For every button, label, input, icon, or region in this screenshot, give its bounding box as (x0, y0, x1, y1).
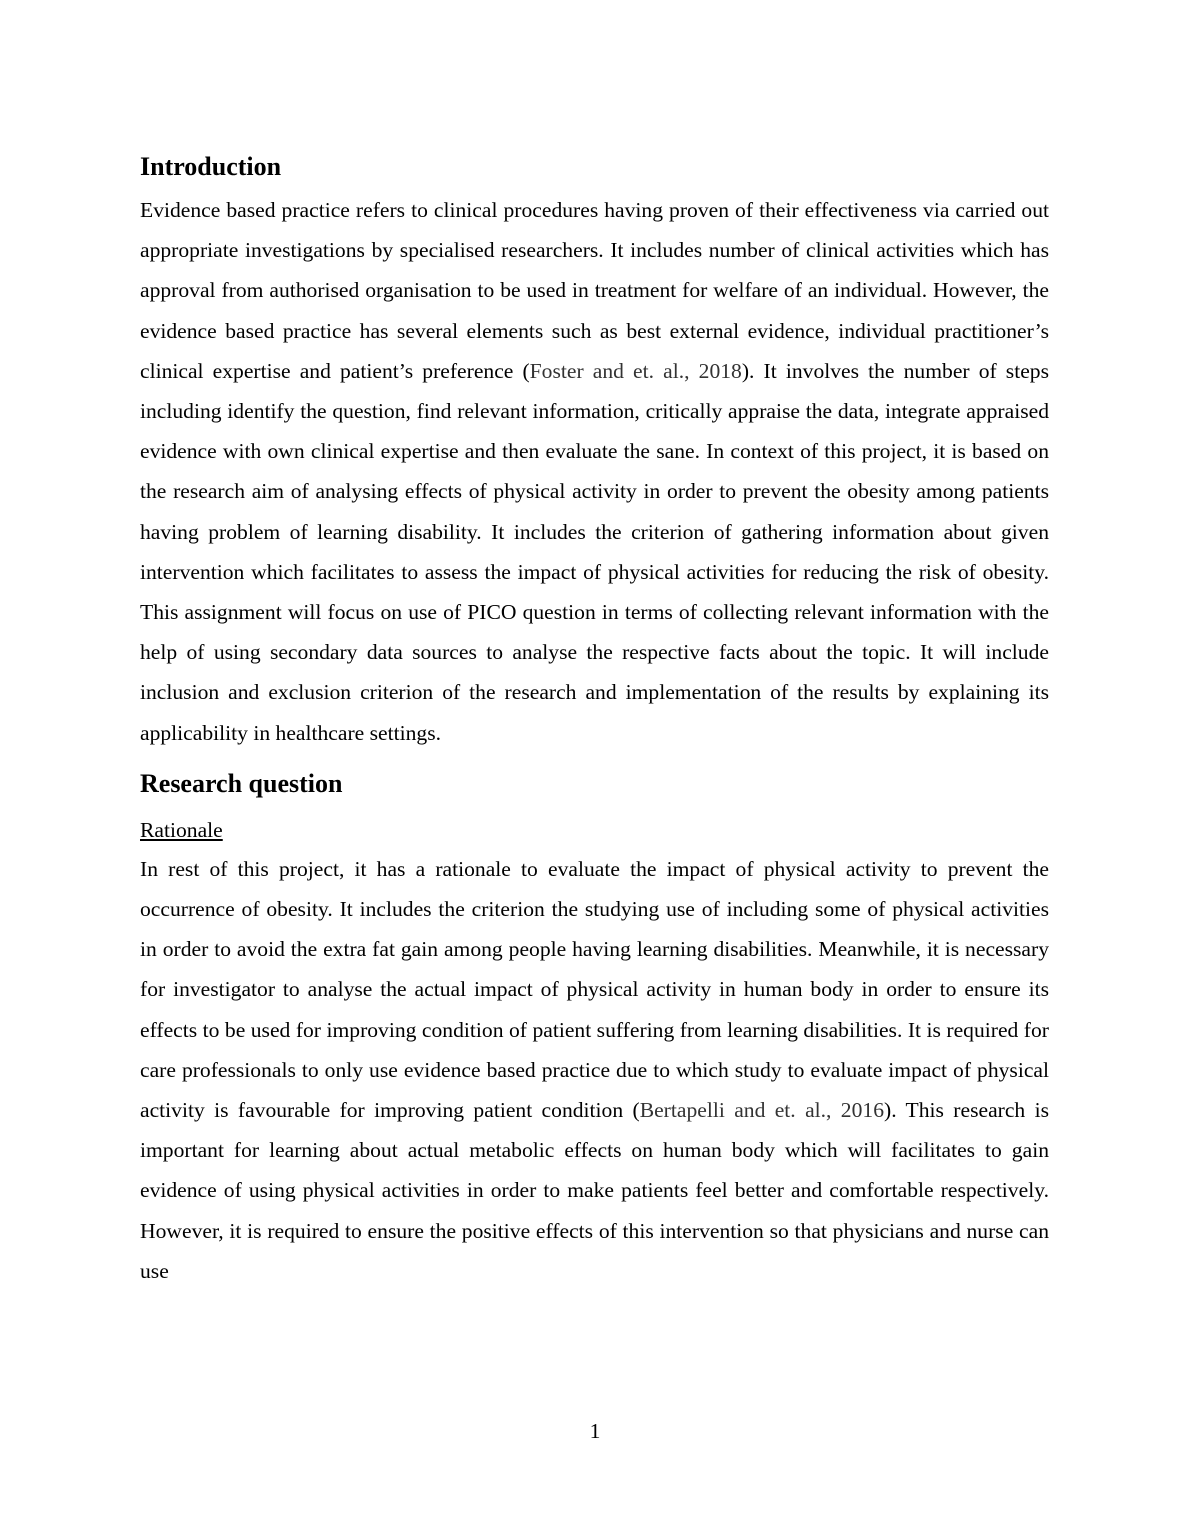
introduction-text-start: Evidence based practice refers to clinical procedures having proven of their effectiveness via carried out appropriate investigations by specialised researchers. It includes number of clinical activities which has approval from authorised organisation to be used in treatment for welfare of an individual. However, the evidence based practice has several elements such as best external evidence, individual practitioner’s clinical expertise and patient’s preference ( (140, 198, 1049, 383)
citation-bertapelli: Bertapelli and et. al., 2016 (639, 1098, 884, 1123)
introduction-paragraph (140, 190, 1049, 753)
rationale-paragraph (140, 849, 1049, 1291)
introduction-text-end: ). It involves the number of steps including identify the question, find relevant information, critically appraise the data, integrate appraised evidence with own clinical expertise and then evaluate the sane. In context of this project, it is based on the research aim of analysing effects of physical activity in order to prevent the obesity among patients having problem of learning disability. It includes the criterion of gathering information about given intervention which facilitates to assess the impact of physical activities for reducing the risk of obesity. This assignment will focus on use of PICO question in terms of collecting relevant information with the help of using secondary data sources to analyse the respective facts about the topic. It will include inclusion and exclusion criterion of the research and implementation of the results by explaining its applicability in healthcare settings. (140, 358, 1049, 745)
rationale-subheading: Rationale (140, 817, 223, 842)
citation-foster: Foster and et. al., 2018 (529, 358, 742, 383)
rationale-text-start: In rest of this project, it has a rationale to evaluate the impact of physical activity to prevent the occurrence of obesity. It includes the criterion the studying use of including some of physical activities in order to avoid the extra fat gain among people having learning disabilities. Meanwhile, it is necessary for investigator to analyse the actual impact of physical activity in human body in order to ensure its effects to be used for improving condition of patient suffering from learning disabilities. It is required for care professionals to only use evidence based practice due to which study to evaluate impact of physical activity is favourable for improving patient condition ( (140, 856, 1049, 1123)
page-number: 1 (589, 1419, 601, 1443)
research-question-heading: Research question (140, 768, 343, 798)
page-content (140, 148, 1049, 1291)
introduction-heading: Introduction (140, 152, 282, 181)
rationale-text-end: ). This research is important for learning about actual metabolic effects on human body which will facilitates to gain evidence of using physical activities in order to make patients feel better and comfortable respectively. However, it is required to ensure the positive effects of this intervention so that physicians and nurse can use (140, 1098, 1049, 1283)
